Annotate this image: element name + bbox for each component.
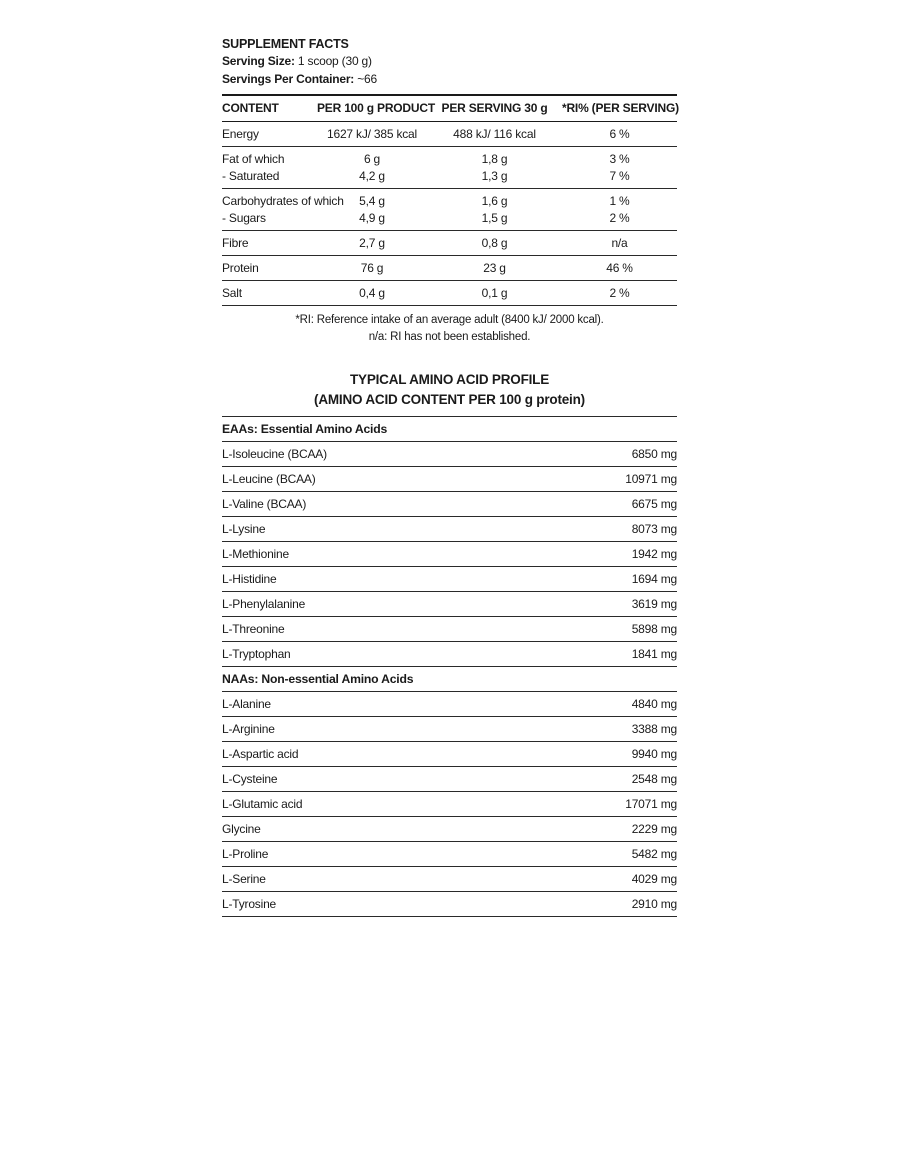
amino-name: L-Valine (BCAA) <box>222 497 307 511</box>
row-per-serving: 488 kJ/ 116 kcal <box>453 127 536 141</box>
table-row-protein <box>222 256 677 281</box>
amino-value: 17071 mg <box>625 797 677 811</box>
servings-per-container-value: ~66 <box>357 71 378 86</box>
amino-value: 9940 mg <box>631 747 677 761</box>
amino-value: 10971 mg <box>625 472 677 486</box>
amino-name: L-Methionine <box>222 547 289 561</box>
amino-name: L-Serine <box>222 872 266 886</box>
table-row-fibre <box>222 231 677 256</box>
amino-row-isoleucine <box>222 442 677 467</box>
amino-name: L-Isoleucine (BCAA) <box>222 447 327 461</box>
row-ri: 6 % <box>609 127 630 141</box>
row-per100: 76 g <box>360 261 384 275</box>
row-sublabel: - Sugars <box>222 211 266 225</box>
row-ri: 7 % <box>609 169 630 183</box>
amino-row-histidine <box>222 567 677 592</box>
amino-value: 6850 mg <box>631 447 677 461</box>
amino-row-proline <box>222 842 677 867</box>
row-ri: 3 % <box>609 152 630 166</box>
column-header-content: CONTENT <box>222 101 279 115</box>
row-per-serving: 1,8 g <box>481 152 508 166</box>
amino-name: L-Threonine <box>222 622 285 636</box>
amino-name: L-Phenylalanine <box>222 597 306 611</box>
amino-value: 1694 mg <box>631 572 677 586</box>
table-row-fat <box>222 147 677 189</box>
row-label: Protein <box>222 261 259 275</box>
row-label: Salt <box>222 286 242 300</box>
column-header-per100: PER 100 g PRODUCT <box>317 101 435 115</box>
servings-per-container-label: Servings Per Container: <box>222 71 355 86</box>
amino-value: 8073 mg <box>631 522 677 536</box>
amino-value: 2910 mg <box>631 897 677 911</box>
amino-row-glycine <box>222 817 677 842</box>
amino-name: L-Aspartic acid <box>222 747 299 761</box>
supplement-label <box>222 35 677 917</box>
row-per-serving: 0,1 g <box>481 286 508 300</box>
amino-name: L-Proline <box>222 847 269 861</box>
row-per-serving: 23 g <box>483 261 506 275</box>
amino-row-valine <box>222 492 677 517</box>
amino-row-leucine <box>222 467 677 492</box>
amino-name: L-Histidine <box>222 572 277 586</box>
amino-value: 3388 mg <box>631 722 677 736</box>
row-sublabel: - Saturated <box>222 169 280 183</box>
table-row-energy <box>222 122 677 147</box>
row-per-serving: 1,3 g <box>481 169 508 183</box>
amino-name: L-Alanine <box>222 697 271 711</box>
amino-row-aspartic-acid <box>222 742 677 767</box>
row-per100: 4,2 g <box>359 169 385 183</box>
row-ri: 1 % <box>609 194 630 208</box>
row-per100: 1627 kJ/ 385 kcal <box>327 127 417 141</box>
amino-row-glutamic-acid <box>222 792 677 817</box>
amino-value: 1942 mg <box>631 547 677 561</box>
row-ri: 2 % <box>609 211 630 225</box>
row-label: Fat of which <box>222 152 285 166</box>
row-per-serving: 1,6 g <box>481 194 508 208</box>
amino-name: Glycine <box>222 822 261 836</box>
amino-acid-table <box>222 416 677 917</box>
eaa-section-heading: EAAs: Essential Amino Acids <box>222 417 677 442</box>
naa-section-heading: NAAs: Non-essential Amino Acids <box>222 667 677 692</box>
row-ri: n/a <box>611 236 628 250</box>
amino-row-tryptophan <box>222 642 677 667</box>
amino-profile-subtitle: (AMINO ACID CONTENT PER 100 g protein) <box>314 392 585 407</box>
amino-row-phenylalanine <box>222 592 677 617</box>
amino-value: 6675 mg <box>631 497 677 511</box>
supplement-facts-title: SUPPLEMENT FACTS <box>222 37 349 51</box>
row-label: Fibre <box>222 236 249 250</box>
row-per100: 0,4 g <box>359 286 385 300</box>
serving-size-label: Serving Size: <box>222 54 295 68</box>
amino-row-lysine <box>222 517 677 542</box>
serving-size-value: 1 scoop (30 g) <box>297 54 372 68</box>
amino-value: 2548 mg <box>631 772 677 786</box>
serving-size-line <box>222 53 677 71</box>
amino-value: 5898 mg <box>631 622 677 636</box>
amino-value: 5482 mg <box>631 847 677 861</box>
row-per100: 6 g <box>363 152 381 166</box>
amino-profile-title: TYPICAL AMINO ACID PROFILE <box>349 372 550 387</box>
row-per100: 4,9 g <box>359 211 385 225</box>
column-header-per-serving: PER SERVING 30 g <box>441 101 548 115</box>
amino-value: 2229 mg <box>631 822 677 836</box>
table-row-carbohydrates <box>222 189 677 231</box>
ri-footnote: *RI: Reference intake of an average adult (8400 kJ/ 2000 kcal). <box>295 314 604 326</box>
amino-name: L-Tryptophan <box>222 647 291 661</box>
row-label: Energy <box>222 127 259 141</box>
amino-name: L-Arginine <box>222 722 275 736</box>
table-row-salt <box>222 281 677 306</box>
amino-row-threonine <box>222 617 677 642</box>
amino-value: 4840 mg <box>631 697 677 711</box>
amino-name: L-Tyrosine <box>222 897 277 911</box>
amino-name: L-Lysine <box>222 522 266 536</box>
row-label: Carbohydrates of which <box>222 194 344 208</box>
amino-row-alanine <box>222 692 677 717</box>
amino-value: 4029 mg <box>631 872 677 886</box>
amino-row-serine <box>222 867 677 892</box>
amino-name: L-Glutamic acid <box>222 797 303 811</box>
row-per100: 2,7 g <box>359 236 385 250</box>
amino-row-methionine <box>222 542 677 567</box>
servings-per-container-line <box>222 71 677 89</box>
amino-row-arginine <box>222 717 677 742</box>
amino-row-cysteine <box>222 767 677 792</box>
amino-name: L-Cysteine <box>222 772 278 786</box>
nutrition-table <box>222 94 677 306</box>
amino-name: L-Leucine (BCAA) <box>222 472 316 486</box>
nutrition-table-header <box>222 96 677 122</box>
row-ri: 2 % <box>609 286 630 300</box>
column-header-ri: *RI% (PER SERVING) <box>562 101 679 115</box>
amino-value: 1841 mg <box>631 647 677 661</box>
row-per-serving: 1,5 g <box>481 211 508 225</box>
row-per100: 5,4 g <box>359 194 385 208</box>
row-ri: 46 % <box>606 261 633 275</box>
amino-row-tyrosine <box>222 892 677 917</box>
row-per-serving: 0,8 g <box>481 236 508 250</box>
amino-value: 3619 mg <box>631 597 677 611</box>
na-footnote: n/a: RI has not been established. <box>368 331 531 343</box>
